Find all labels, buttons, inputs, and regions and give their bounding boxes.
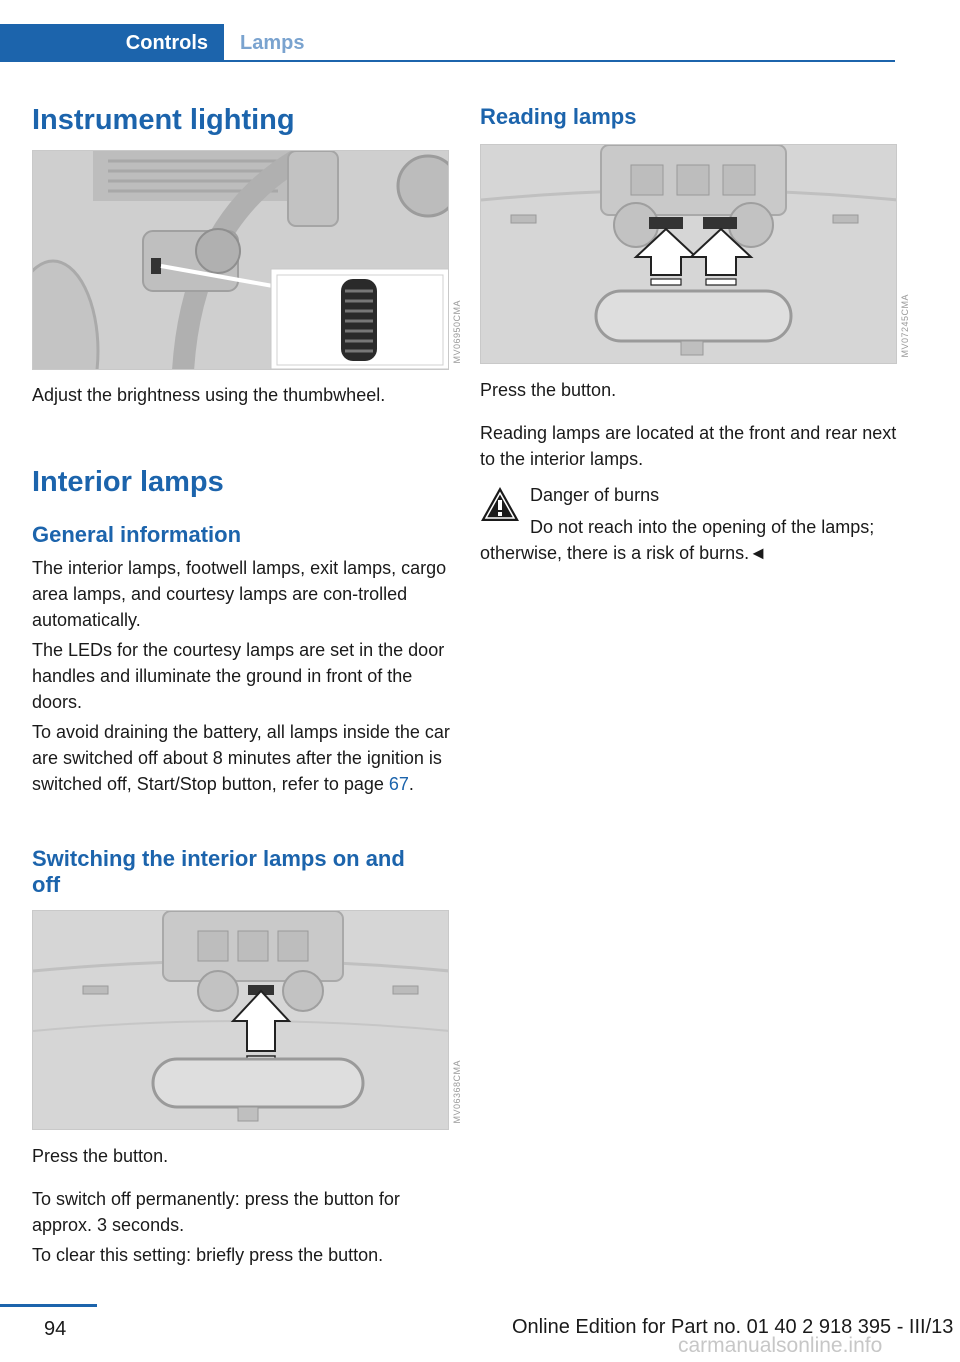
general-information-heading: General information [32, 522, 242, 547]
thumbwheel-figure [32, 150, 449, 370]
battery-text: To avoid draining the battery, all lamps inside the car are switched off about 8 minutes after the ignition is switched off, Start/Stop button, refer to page [32, 722, 450, 794]
page-header [0, 24, 895, 62]
thumbwheel-caption: Adjust the brightness using the thumbwheel. [32, 385, 386, 405]
section-tab-lamps[interactable]: Lamps [240, 32, 305, 54]
general-paragraph-2: The LEDs for the courtesy lamps are set in the door handles and illuminate the ground in front of the doors. [32, 640, 445, 712]
figure-code: MV06368CMA [452, 1060, 462, 1124]
edition-text: Online Edition for Part no. 01 40 2 918 395 - III/13 [512, 1316, 954, 1338]
switching-interior-lamps-heading: Switching the interior lamps on and off [32, 846, 405, 897]
footer-rule [0, 1304, 97, 1307]
interior-lamps-heading: Interior lamps [32, 466, 224, 498]
section-tab-controls[interactable]: Controls [0, 24, 224, 62]
clear-setting-text: To clear this setting: briefly press the button. [32, 1245, 384, 1265]
warning-body-text: Do not reach into the opening of the lamps; otherwise, there is a risk of burns.◄ [480, 517, 875, 563]
press-button-text: Press the button. [32, 1146, 169, 1166]
page-number: 94 [44, 1318, 67, 1340]
general-paragraph-3 [32, 719, 452, 797]
period: . [408, 774, 414, 794]
reading-press-button-text: Press the button. [480, 380, 617, 400]
figure-code: MV07245CMA [900, 294, 910, 358]
interior-lamp-button-figure [32, 910, 449, 1130]
instrument-lighting-heading: Instrument lighting [32, 104, 295, 136]
watermark: carmanualsonline.info [678, 1334, 883, 1357]
general-paragraph-1: The interior lamps, footwell lamps, exit lamps, cargo area lamps, and courtesy lamps are con-trolled automatically. [32, 558, 447, 630]
reading-location-text: Reading lamps are located at the front and rear next to the interior lamps. [480, 423, 897, 469]
reading-lamps-heading: Reading lamps [480, 104, 637, 129]
figure-code: MV06950CMA [452, 300, 462, 364]
switch-off-permanently-text: To switch off permanently: press the button for approx. 3 seconds. [32, 1189, 400, 1235]
reading-lamps-figure [480, 144, 897, 364]
page-link-67[interactable]: 67 [388, 774, 409, 794]
warning-title: Danger of burns [530, 485, 660, 505]
warning-body [480, 514, 900, 566]
header-rule [224, 60, 895, 62]
